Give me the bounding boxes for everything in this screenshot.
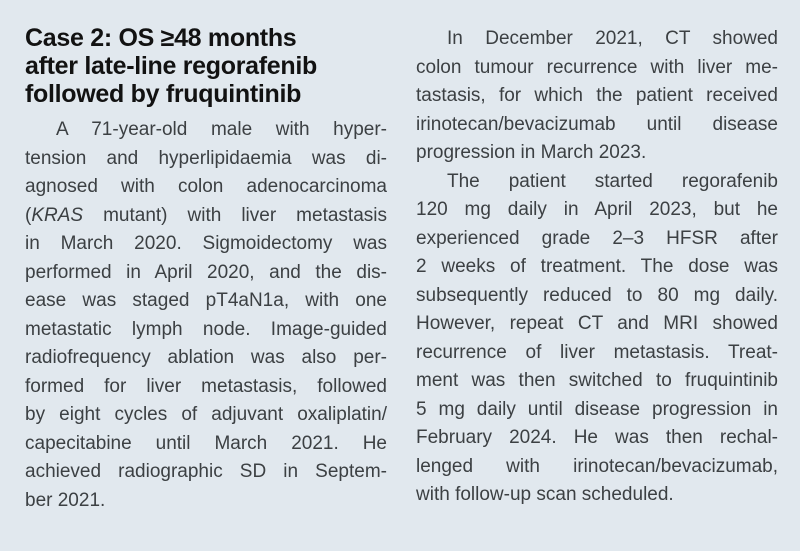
text-line: by eight cycles of adjuvant oxaliplatin/ <box>25 404 387 425</box>
text-fragment: ( <box>25 204 32 226</box>
text-line: 2 weeks of treatment. The dose was <box>416 256 778 277</box>
text-line: ber 2021. <box>25 489 106 511</box>
text-line: agnosed with colon adenocarcinoma <box>25 176 387 197</box>
text-line: metastatic lymph node. Image-guided <box>25 318 387 340</box>
text-line: progression in March 2023. <box>416 142 647 163</box>
case-title <box>25 24 387 108</box>
text-line: February 2024. He was then rechal- <box>416 427 778 448</box>
left-paragraph <box>25 116 387 515</box>
text-line: subsequently reduced to 80 mg daily. <box>416 284 778 306</box>
text-line: performed in April 2020, and the dis- <box>25 261 387 283</box>
text-line: However, repeat CT and MRI showed <box>416 313 778 334</box>
text-line: ease was staged pT4aN1a, with one <box>25 290 387 311</box>
text-line: experienced grade 2–3 HFSR after <box>416 227 778 249</box>
text-line: The patient started regorafenib <box>447 170 778 192</box>
text-line: colon tumour recurrence with liver me- <box>416 56 778 78</box>
text-line: radiofrequency ablation was also per- <box>25 347 387 368</box>
text-line: lenged with irinotecan/bevacizumab, <box>416 455 778 477</box>
case-title-line-1: Case 2: OS ≥48 months <box>25 24 297 52</box>
text-fragment: mutant) with liver metastasis <box>83 204 387 226</box>
text-line: ment was then switched to fruquintinib <box>416 370 778 391</box>
text-line: 5 mg daily until disease progression in <box>416 398 778 420</box>
right-paragraph-2 <box>416 168 778 510</box>
text-line: In December 2021, CT showed <box>447 28 778 49</box>
text-line: recurrence of liver metastasis. Treat- <box>416 341 778 363</box>
case-title-line-3: followed by fruquintinib <box>25 80 302 108</box>
right-column <box>416 25 778 510</box>
right-paragraph-1 <box>416 25 778 168</box>
left-column <box>25 24 387 515</box>
text-line: achieved radiographic SD in Septem- <box>25 461 387 482</box>
text-line: tension and hyperlipidaemia was di- <box>25 147 387 169</box>
text-line: tastasis, for which the patient received <box>416 85 778 106</box>
text-line: A 71-year-old male with hyper- <box>56 119 387 140</box>
text-line: irinotecan/bevacizumab until disease <box>416 113 778 135</box>
kras-gene-italic: KRAS <box>31 204 84 226</box>
text-line <box>25 202 387 231</box>
text-line: 120 mg daily in April 2023, but he <box>416 199 778 220</box>
case-title-line-2: after late-line regorafenib <box>25 52 317 80</box>
text-line: with follow-up scan scheduled. <box>416 484 674 505</box>
text-line: formed for liver metastasis, followed <box>25 375 387 397</box>
text-line: in March 2020. Sigmoidectomy was <box>25 233 387 254</box>
text-line: capecitabine until March 2021. He <box>25 432 387 454</box>
